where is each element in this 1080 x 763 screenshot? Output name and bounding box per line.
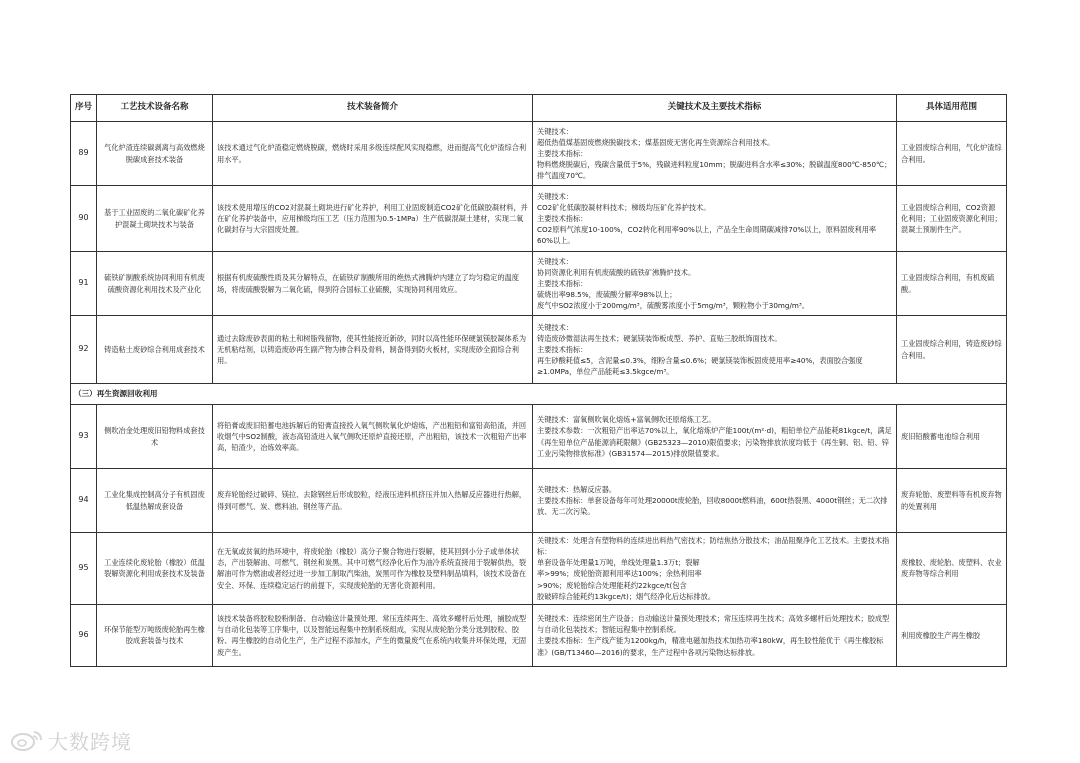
key-indicator-line: 物料燃烧脱碳后，残碳含量低于5%，残碳进料粒度10mm；脱碳进料含水率≤30%；脱碳温度800℃-850℃；排气温度70℃。	[537, 160, 892, 181]
key-indicator-line: >90%；废轮胎综合处理能耗约22kgce/t(包含	[537, 580, 687, 590]
row-scope: 利用废橡胶生产再生橡胶	[897, 604, 1007, 666]
key-indicator-line: CO2矿化低碳胶凝材料技术；梯级均压矿化养护技术。	[537, 202, 711, 212]
row-intro: 该技术通过气化炉渣稳定燃烧脱碳，燃烧时采用多级连续配风实现稳燃，进而提高气化炉渣综合利用水平。	[213, 122, 533, 186]
row-scope: 工业固废综合利用，气化炉渣综合利用。	[897, 122, 1007, 186]
table-row	[71, 252, 1007, 316]
row-name: 铸造粘土废砂综合利用成套技术	[97, 316, 213, 384]
row-key-indicators	[533, 252, 897, 316]
key-indicator-line: 胶破碎综合能耗约13kgce/t)；烟气经净化后达标排放。	[537, 591, 716, 601]
technology-table	[70, 94, 1007, 667]
row-key-indicators	[533, 316, 897, 384]
key-indicator-line: 超低热值煤基固废燃烧脱碳技术；煤基固废无害化再生资源综合利用技术。	[537, 137, 775, 147]
key-indicator-line: 关键技术：热解反应器。	[537, 484, 617, 494]
key-indicator-line: 硫烧出率98.5%，废硫酸分解率98%以上；	[537, 290, 677, 300]
row-key-indicators	[533, 469, 897, 533]
row-number: 95	[71, 533, 97, 605]
key-indicator-line: 关键技术：富氧侧吹氧化熔炼+富氧侧吹还原熔炼工艺。	[537, 415, 716, 425]
row-number: 94	[71, 469, 97, 533]
key-indicator-line: 单套设备年处理量1万吨，单线处理量1.3万t；裂解	[537, 558, 700, 568]
key-indicator-line: 关键技术：处理含有塑物料的连续进出料热气密技术；防结焦热分散技术；油品阻聚净化工艺技术。主要技术指标：	[537, 536, 890, 557]
row-name: 侧吹冶金处理废旧铅物料成套技术	[97, 405, 213, 469]
row-intro: 在无氧或贫氧的热环境中，将废轮胎（橡胶）高分子聚合物进行裂解，使其回到小分子或单体状态，产出裂解油、可燃气、钢丝和炭黑。其中可燃气经净化后作为油冷系统直接用于裂解供热，裂解油可作为燃油或者经过进一步加工制取汽柴油，炭黑可作为橡胶及塑料制品填料，该技术设备在安全、环保、连续稳定运行的前提下，实现废轮胎的无害化资源利用。	[213, 533, 533, 605]
key-indicator-line: 关键技术：连续密闭生产设备；自动输送计量预处理技术；常压连续再生技术；高效多螺杆后处理技术；胶成型与自动化包装技术；智能远程集中控制系统。	[537, 614, 890, 635]
row-name: 气化炉渣连续碳剥离与高效燃烧脱碳成套技术装备	[97, 122, 213, 186]
key-indicator-line: 主要技术指标：	[537, 148, 588, 158]
weibo-logo-icon	[10, 728, 44, 752]
key-indicator-line: 主要技术指标：单套设备每年可处理20000t废轮胎，回收8000t燃料油，600t热裂黑、4000t钢丝；无二次排放、无二次污染。	[537, 495, 888, 517]
header-name: 工艺技术设备名称	[97, 95, 213, 122]
row-number: 91	[71, 252, 97, 316]
row-key-indicators	[533, 533, 897, 605]
row-name: 环保节能型万吨级废轮胎再生橡胶成套装备与技术	[97, 604, 213, 666]
table-row	[71, 604, 1007, 666]
watermark-text: 大数跨境	[48, 729, 132, 754]
row-intro: 根据有机废硫酸性质及其分解特点，在硫铁矿制酸所用的绝热式沸腾炉内建立了均匀稳定的温度场，将废硫酸裂解为二氧化硫，得到符合国标工业硫酸，实现协同利用效应。	[213, 252, 533, 316]
key-indicator-line: 关键技术：	[537, 191, 573, 201]
row-key-indicators	[533, 405, 897, 469]
key-indicator-line: 主要技术指标：	[537, 344, 588, 354]
row-scope: 废橡胶、废轮胎、废塑料、农业废弃物等综合利用	[897, 533, 1007, 605]
key-indicator-line: 率>99%；废轮胎资源利用率达100%；余热利用率	[537, 569, 702, 579]
row-intro: 该技术使用增压的CO2对混凝土砌块进行矿化养护，利用工业固废制造CO2矿化低碳胶凝材料，并在矿化养护装备中，应用梯级均压工艺（压力范围为0.5-1MPa）生产低碳混凝土建材，实现二氧化碳封存与大宗固废处置。	[213, 186, 533, 252]
row-scope: 废弃轮胎、废塑料等有机废弃物的处置利用	[897, 469, 1007, 533]
table-row	[71, 186, 1007, 252]
section-row	[71, 384, 1007, 405]
row-scope: 工业固废综合利用，有机废硫酸。	[897, 252, 1007, 316]
key-indicator-line: CO2原料气浓度10-100%，CO2转化利用率90%以上，产品全生命周期碳减排70%以上，原料固废利用率60%以上。	[537, 225, 877, 246]
row-number: 92	[71, 316, 97, 384]
row-scope: 废旧铅酸蓄电池综合利用	[897, 405, 1007, 469]
key-indicator-line: 铸造废砂微湿法再生技术；硬氯镁装饰板成型、养护、直贴三胶纸饰面技术。	[537, 333, 782, 343]
key-indicator-line: 主要技术指标：	[537, 278, 588, 288]
key-indicator-line: 关键技术：	[537, 322, 573, 332]
key-indicator-line: 关键技术：	[537, 256, 573, 266]
row-name: 工业化集成控制高分子有机固废低温热解成套设备	[97, 469, 213, 533]
header-key-indicators: 关键技术及主要技术指标	[533, 95, 897, 122]
table-row	[71, 533, 1007, 605]
row-name: 基于工业固废的二氧化碳矿化养护混凝土砌块技术与装备	[97, 186, 213, 252]
key-indicator-line: 主要技术指标：	[537, 213, 588, 223]
section-title: （三）再生资源回收利用	[71, 384, 1007, 405]
row-key-indicators	[533, 186, 897, 252]
row-number: 93	[71, 405, 97, 469]
row-number: 96	[71, 604, 97, 666]
row-name: 工业连续化废轮胎（橡胶）低温裂解资源化利用成套技术及装备	[97, 533, 213, 605]
key-indicator-line: 主要技术参数：一次粗铅产出率达70%以上，氧化熔炼炉产能100t/(m²·d)，粗铅单位产品能耗81kgce/t，满足《再生铅单位产品能源消耗限额》(GB25323—2010)限值要求；污染物排放浓度均低于《再生铜、铝、铅、锌工业污染物排放标准》(GB31574—2015)排放限值要求。	[537, 426, 892, 458]
table-row	[71, 122, 1007, 186]
row-scope: 工业固废综合利用，CO2资源化利用；工业固废资源化利用；混凝土预制件生产。	[897, 186, 1007, 252]
key-indicator-line: 废气中SO2浓度小于200mg/m³，硫酸雾浓度小于5mg/m³，颗粒物小于30mg/m³。	[537, 301, 809, 311]
row-key-indicators	[533, 604, 897, 666]
table-row	[71, 469, 1007, 533]
table-row	[71, 316, 1007, 384]
key-indicator-line: 关键技术：	[537, 126, 573, 136]
row-number: 90	[71, 186, 97, 252]
row-name: 硫铁矿制酸系统协同利用有机废硫酸资源化利用技术及产业化	[97, 252, 213, 316]
table-row	[71, 405, 1007, 469]
key-indicator-line: 再生砂酸耗值≤5，含泥量≤0.3%，细粉含量≤0.6%；硬氯镁装饰板固废使用率≥40%，表面胶合强度≥1.0MPa，单位产品能耗≤3.5kgce/m³。	[537, 356, 863, 377]
row-intro: 该技术装备将胶粒胶粉制备、自动输送计量预处理、常压连续再生、高效多螺杆后处理，捕胶成型与自动化包装等工序集中，以及智能远程集中控制系统组成，实现从废轮胎分类分选到胶粒、胶粉、再生橡胶的自动化生产，生产过程不添加水，产生的微量废气在系统内收集并环保处理，无固废产生。	[213, 604, 533, 666]
row-scope: 工业固废综合利用，铸造废砂综合利用。	[897, 316, 1007, 384]
key-indicator-line: 主要技术指标：生产线产能为1200kg/h，精准电磁加热技术加热功率180kW，再生胶性能优于《再生橡胶标准》(GB/T13460—2016)的要求，生产过程中各项污染物达标排放。	[537, 636, 884, 657]
header-number: 序号	[71, 95, 97, 122]
watermark	[10, 726, 132, 754]
row-key-indicators	[533, 122, 897, 186]
row-intro: 通过去除废砂表面的粘土和树脂残留物，使其性能接近新砂，同时以高性能环保硬氯镁胶凝体系为无机粘结剂，以铸造废砂再生副产物为掺合料及骨料，制备得到防火板材，实现废砂全面综合利用。	[213, 316, 533, 384]
header-intro: 技术装备简介	[213, 95, 533, 122]
row-intro: 将铅膏或废旧铅蓄电池拆解后的铅膏直接投入氧气侧吹氧化炉熔炼，产出粗铅和富铅高铅渣，并回收烟气中SO2制酸，液态高铅渣进入氧气侧吹还原炉直接还原，产出粗铅，该技术一次粗铅产出率高，铅渣少，冶炼效率高。	[213, 405, 533, 469]
row-number: 89	[71, 122, 97, 186]
row-intro: 废弃轮胎经过破碎、镁拉、去除钢丝后形成胶粒，经液压进料机挤压并加入热解反应器进行热解，得到可燃气、炭、燃料油、钢丝等产品。	[213, 469, 533, 533]
key-indicator-line: 协同资源化利用有机废硫酸的硫铁矿沸腾炉技术。	[537, 267, 696, 277]
header-scope: 具体适用范围	[897, 95, 1007, 122]
table-header-row	[71, 95, 1007, 122]
